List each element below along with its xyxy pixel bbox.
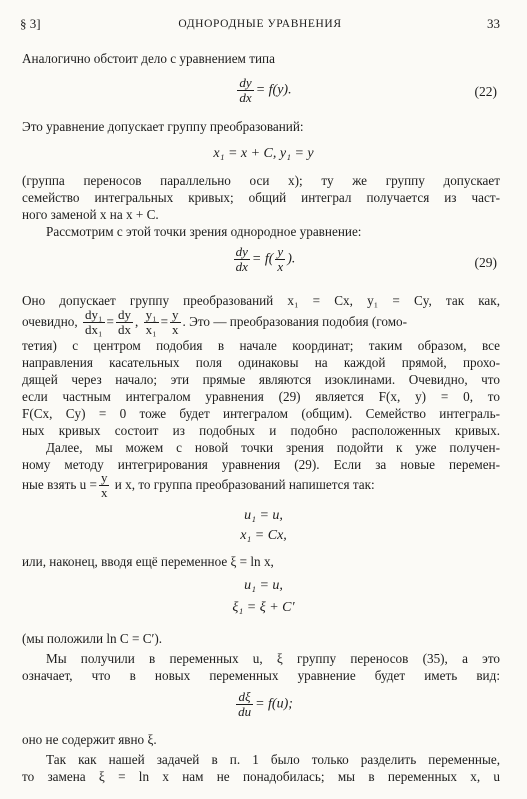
- equation-22: $\frac{dy}{dx}$ = f(y). (22): [239, 75, 497, 105]
- text-line: ному методу интегрирования уравнения (29). Если за новые перемен-: [22, 457, 500, 472]
- equation-29: $\frac{dy}{dx}$ = f( $\frac{y}{x}$ ). (29): [235, 244, 497, 274]
- text-line: ных кривых состоит из подобных и подобно расположенных кривых.: [22, 423, 500, 438]
- running-title: ОДНОРОДНЫЕ УРАВНЕНИЯ: [178, 18, 342, 30]
- equation-final: $\frac{d\xi}{du}$ = f(u);: [238, 689, 293, 719]
- fraction: $\frac{d\xi}{du}$: [238, 689, 252, 719]
- fraction: $\frac{y}{x}$: [100, 470, 108, 501]
- fraction: $\frac{\text{y₁}}{\text{x₁}}$: [145, 307, 157, 338]
- text-line: оно не содержит явно ξ.: [22, 732, 157, 747]
- text-line: F(Cx, Cy) = 0 тоже будет интегралом (общим). Семейство интеграль-: [22, 406, 500, 421]
- fraction: $\frac{y}{x}$: [172, 307, 179, 338]
- text-line: (группа переносов параллельно оси x); ту же группу допускает: [22, 173, 500, 188]
- text-line: Оно допускает группу преобразований x₁ = Cx, y₁ = Cy, так как,: [22, 293, 500, 308]
- text-line: если частным интегралом уравнения (29) является F(x, y) = 0, то: [22, 389, 500, 404]
- section-marker: § 3]: [20, 16, 41, 31]
- text-line-with-fractions: очевидно, $\frac{\text{dy₁}}{\text{dx₁}}$ = $\frac{dy}{dx}$ , $\frac{\text{y₁}}{\text{x₁}}$ = $\frac{y}{x}$ . Это — преобразования подобия (гомо-: [22, 307, 408, 338]
- text-line-with-fraction: ные взять u = $\frac{y}{x}$ и x, то группа преобразований напишется так:: [22, 470, 375, 501]
- page-number: 33: [487, 16, 500, 31]
- text-line: Рассмотрим с этой точки зрения однородное уравнение:: [46, 224, 362, 239]
- fraction: $\frac{dy}{dx}$: [117, 307, 131, 338]
- text-line: Мы получили в переменных u, ξ группу переносов (35), а это: [46, 651, 500, 666]
- text-line: тетия) с центром подобия в начале координат; таким образом, все: [22, 338, 500, 353]
- text-line: Так как нашей задачей в п. 1 было только разделить переменные,: [46, 752, 500, 767]
- equation-number: (22): [474, 84, 497, 99]
- fraction: $\frac{y}{x}$: [277, 244, 284, 274]
- text-line: Далее, мы можем с новой точки зрения подойти к уже получен-: [46, 440, 500, 455]
- fraction: $\frac{\text{dy₁}}{\text{dx₁}}$: [84, 307, 103, 338]
- text-line: дящей через начало; эти прямые являются изоклинами. Очевидно, что: [22, 372, 500, 387]
- book-page: § 3] ОДНОРОДНЫЕ УРАВНЕНИЯ 33 Аналогично обстоит дело с уравнением типа $\frac{dy}{dx}$ = f(y). (22) Это уравнение допускает группу преобразований: x₁ = x + C, y₁ = y (группа переносов параллельно оси x); ту же группу допускает семейство интегральных кривых; общий интеграл получается из част- ного заменой x на x + C. Рассмотрим с этой точки зрения однородное уравнение: $\frac{dy}{dx}$ = f( $\frac{y}{x}$ ). (29) Оно допускает группу преобразований x₁ = Cx, y₁ = Cy, так как, очевидно, $\frac{\text{dy₁}}{\text{dx₁}}$ = $\frac{dy}{dx}$ , $\frac{\text{y₁}}{\text{x₁}}$ = $\frac{y}{x}$ . Это — преобразования подобия (гомо- тетия) с центром подобия в начале координат; таким образом, все направления касательных поля одинаковы на каждой прямой, прохо- дящей через начало; эти прямые являются изоклинами. Очевидно, что если частным интегралом уравнения (29) является F(x, y) = 0, то F(Cx, Cy) = 0 тоже будет интегралом (общим). Семейство интеграль- ных кривых состоит из подобных и подобно расположенных кривых. Далее, мы можем с новой точки зрения подойти к уже получен- ному методу интегрирования уравнения (29). Если за новые перемен- ные взять u = $\frac{y}{x}$ и x, то группа преобразований напишется так: u₁ = u, x₁ = Cx, или, наконец, вводя ещё переменное ξ = ln x, u₁ = u, ξ₁ = ξ + C′ (мы положили ln C = C′). Мы получили в переменных u, ξ группу переносов (35), а это означает, что в новых переменных уравнение будет иметь вид: $\frac{d\xi}{du}$ = f(u); оно не содержит явно ξ. Так как нашей задачей в п. 1 было только разделить переменные, то замена ξ = ln x нам не понадобилась; мы в переменных x, u: [0, 0, 527, 799]
- text-line: или, наконец, вводя ещё переменное ξ = ln x,: [22, 554, 274, 569]
- text-line: Аналогично обстоит дело с уравнением типа: [22, 51, 275, 66]
- text-line: семейство интегральных кривых; общий интеграл получается из част-: [22, 190, 500, 205]
- text-line: ного заменой x на x + C.: [22, 207, 159, 222]
- fraction: $\frac{dy}{dx}$: [239, 75, 252, 105]
- text-line: направления касательных поля одинаковы на каждой прямой, прохо-: [22, 355, 500, 370]
- text-line: Это уравнение допускает группу преобразований:: [22, 119, 304, 134]
- text-line: (мы положили ln C = C′).: [22, 631, 163, 646]
- fraction: $\frac{dy}{dx}$: [235, 244, 248, 274]
- text-line: то замена ξ = ln x нам не понадобилась; мы в переменных x, u: [22, 769, 500, 784]
- equation-number: (29): [474, 255, 497, 270]
- text-line: означает, что в новых переменных уравнение будет иметь вид:: [22, 668, 500, 683]
